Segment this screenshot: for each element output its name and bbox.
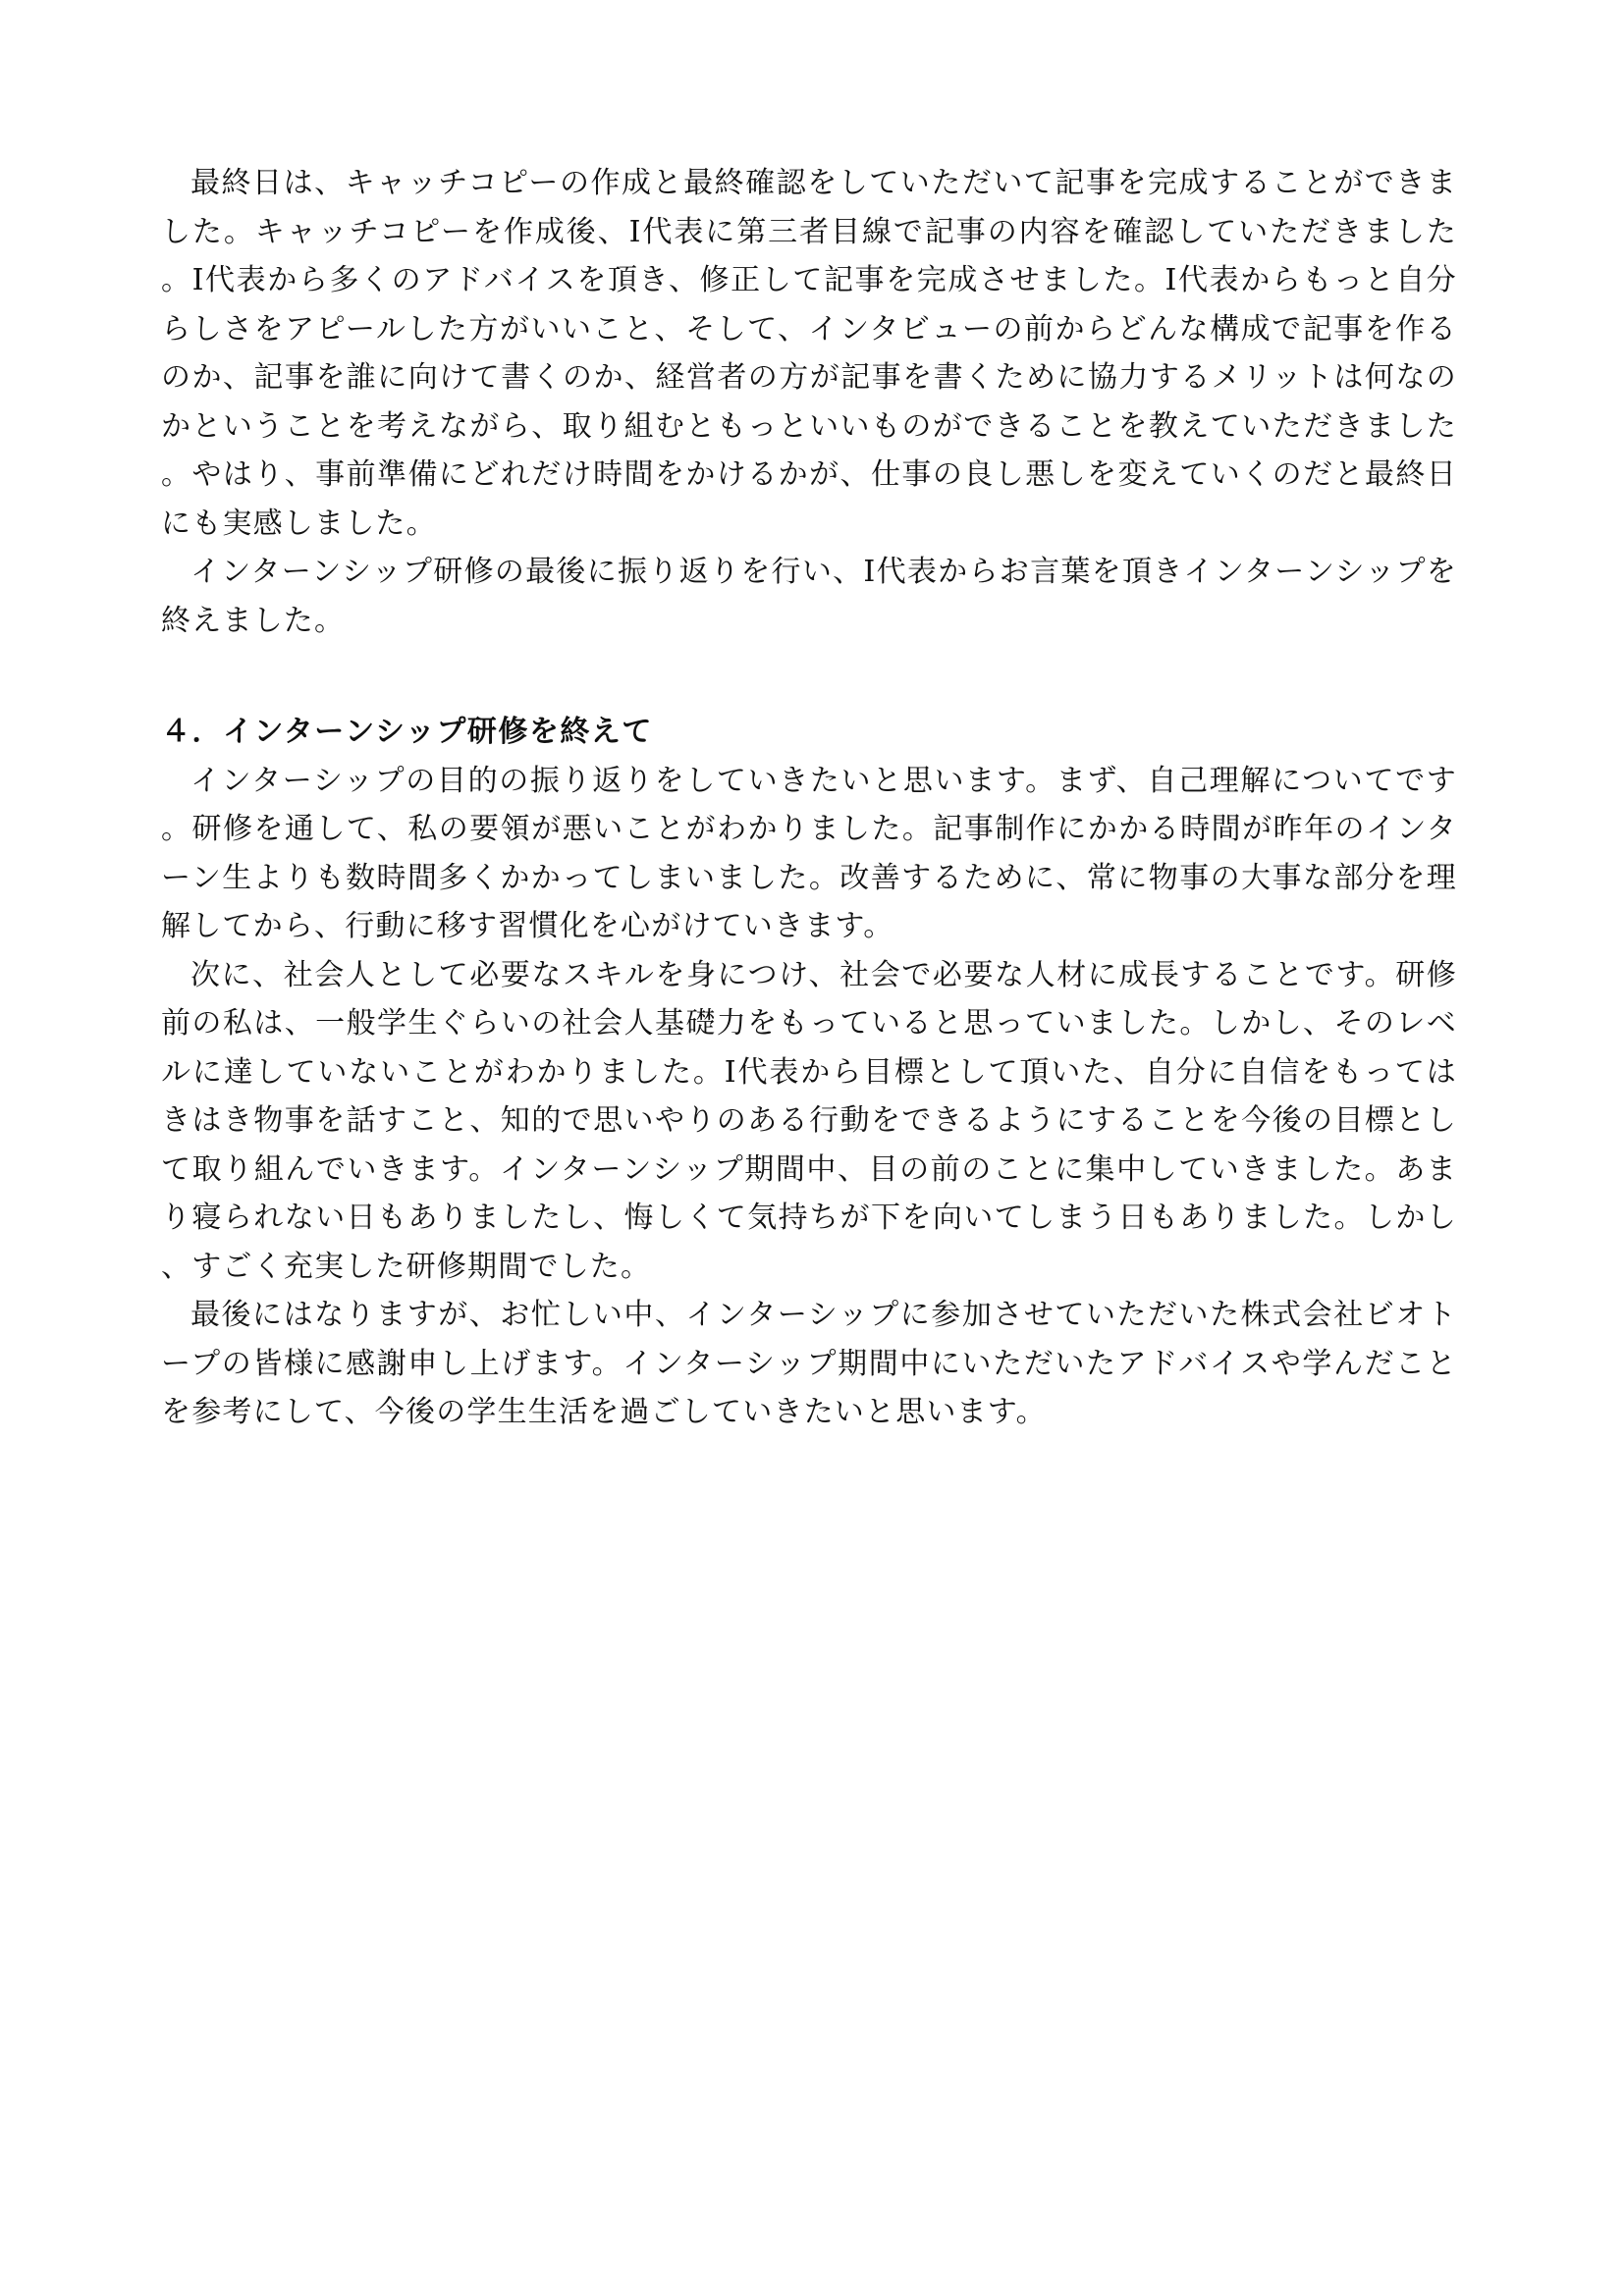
paragraph-self-understanding: インターシップの目的の振り返りをしていきたいと思います。まず、自己理解についてです。研修を通して、私の要領が悪いことがわかりました。記事制作にかかる時間が昨年のインターン生よりも数時間多くかかってしまいました。改善するために、常に物事の大事な部分を理解してから、行動に移す習慣化を心がけていきます。: [161, 763, 1457, 943]
document-page: [161, 159, 1457, 1437]
paragraph-skills-growth: 次に、社会人として必要なスキルを身につけ、社会で必要な人材に成長することです。研修前の私は、一般学生ぐらいの社会人基礎力をもっていると思っていました。しかし、そのレベルに達していないことがわかりました。I代表から目標として頂いた、自分に自信をもってはきはき物事を話すこと、知的で思いやりのある行動をできるようにすることを今後の目標として取り組んでいきます。インターンシップ期間中、目の前のことに集中していきました。あまり寝られない日もありましたし、悔しくて気持ちが下を向いてしまう日もありました。しかし、すごく充実した研修期間でした。: [161, 957, 1457, 1284]
section-heading: ４．インターンシップ研修を終えて: [161, 715, 653, 749]
paragraph-final-day: 最終日は、キャッチコピーの作成と最終確認をしていただいて記事を完成することができました。キャッチコピーを作成後、I代表に第三者目線で記事の内容を確認していただきました。I代表から多くのアドバイスを頂き、修正して記事を完成させました。I代表からもっと自分らしさをアピールした方がいいこと、そして、インタビューの前からどんな構成で記事を作るのか、記事を誰に向けて書くのか、経営者の方が記事を書くために協力するメリットは何なのかということを考えながら、取り組むともっといいものができることを教えていただきました。やはり、事前準備にどれだけ時間をかけるかが、仕事の良し悪しを変えていくのだと最終日にも実感しました。: [161, 166, 1457, 541]
paragraph-acknowledgement: 最後にはなりますが、お忙しい中、インターシップに参加させていただいた株式会社ビオトープの皆様に感謝申し上げます。インターシップ期間中にいただいたアドバイスや学んだことを参考にして、今後の学生生活を過ごしていきたいと思います。: [161, 1298, 1457, 1429]
paragraph-internship-end: インターンシップ研修の最後に振り返りを行い、I代表からお言葉を頂きインターンシップを終えました。: [161, 555, 1457, 638]
